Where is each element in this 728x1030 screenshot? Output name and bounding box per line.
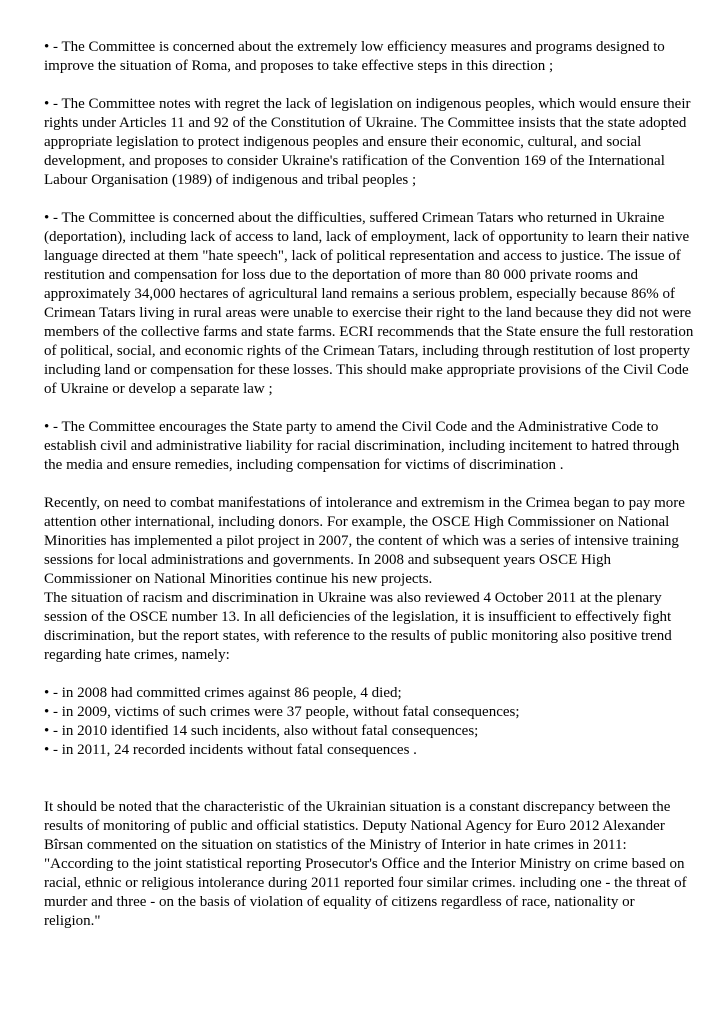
paragraph-osce-projects: Recently, on need to combat manifestations of intolerance and extremism in the Crimea began to pay more attention other international, including donors. For example, the OSCE High Commissioner on National Minorities has implemented a pilot project in 2007, the content of which was a series of intensive training sessions for local administrations and governments. In 2008 and subsequent years OSCE High Commissioner on National Minorities continue his new projects.	[44, 495, 685, 587]
hate-crimes-list	[44, 684, 694, 760]
list-item: • - in 2011, 24 recorded incidents without fatal consequences .	[44, 742, 417, 758]
list-item: • - in 2010 identified 14 such incidents, also without fatal consequences;	[44, 723, 479, 739]
paragraph-civil-code: • - The Committee encourages the State party to amend the Civil Code and the Administrative Code to establish civil and administrative liability for racial discrimination, including incitement to hatred through the media and ensure remedies, including compensation for victims of discrimination .	[44, 419, 680, 473]
paragraph-crimean-tatars: • - The Committee is concerned about the difficulties, suffered Crimean Tatars who returned in Ukraine (deportation), including lack of access to land, lack of employment, lack of opportunity to learn their native language directed at them "hate speech", lack of political representation and access to justice. The issue of restitution and compensation for loss due to the deportation of more than 80 000 private rooms and approximately 34,000 hectares of agricultural land remains a serious problem, especially because 86% of Crimean Tatars living in rural areas were unable to exercise their right to the land because they did not were members of the collective farms and state farms. ECRI recommends that the State ensure the full restoration of political, social, and economic rights of the Crimean Tatars, including through restitution of lost property including land or compensation for these losses. This should make appropriate provisions of the Civil Code of Ukraine or develop a separate law ;	[44, 210, 694, 397]
list-item: • - in 2008 had committed crimes against 86 people, 4 died;	[44, 685, 402, 701]
paragraph-roma: • - The Committee is concerned about the extremely low efficiency measures and programs designed to improve the situation of Roma, and proposes to take effective steps in this direction ;	[44, 39, 665, 74]
list-item: • - in 2009, victims of such crimes were 37 people, without fatal consequences;	[44, 704, 520, 720]
paragraph-statistics-discrepancy: It should be noted that the characteristic of the Ukrainian situation is a constant discrepancy between the results of monitoring of public and official statistics. Deputy National Agency for Euro 2012 Alexander Bîrsan commented on the situation on statistics of the Ministry of Interior in hate crimes in 2011: "According to the joint statistical reporting Prosecutor's Office and the Interior Ministry on crime based on racial, ethnic or religious intolerance during 2011 reported four similar crimes. including one - the threat of murder and three - on the basis of violation of equality of citizens regardless of race, nationality or religion."	[44, 799, 687, 929]
paragraph-indigenous-peoples: • - The Committee notes with regret the lack of legislation on indigenous peoples, which would ensure their rights under Articles 11 and 92 of the Constitution of Ukraine. The Committee insists that the state adopted appropriate legislation to protect indigenous peoples and ensure their economic, cultural, and social development, and proposes to consider Ukraine's ratification of the Convention 169 of the International Labour Organisation (1989) of indigenous and tribal peoples ;	[44, 96, 691, 188]
paragraph-osce-review: The situation of racism and discrimination in Ukraine was also reviewed 4 October 2011 at the plenary session of the OSCE number 13. In all deficiencies of the legislation, it is insufficient to effectively fight discrimination, but the report states, with reference to the results of public monitoring also positive trend regarding hate crimes, namely:	[44, 590, 672, 663]
document-page	[44, 38, 694, 931]
